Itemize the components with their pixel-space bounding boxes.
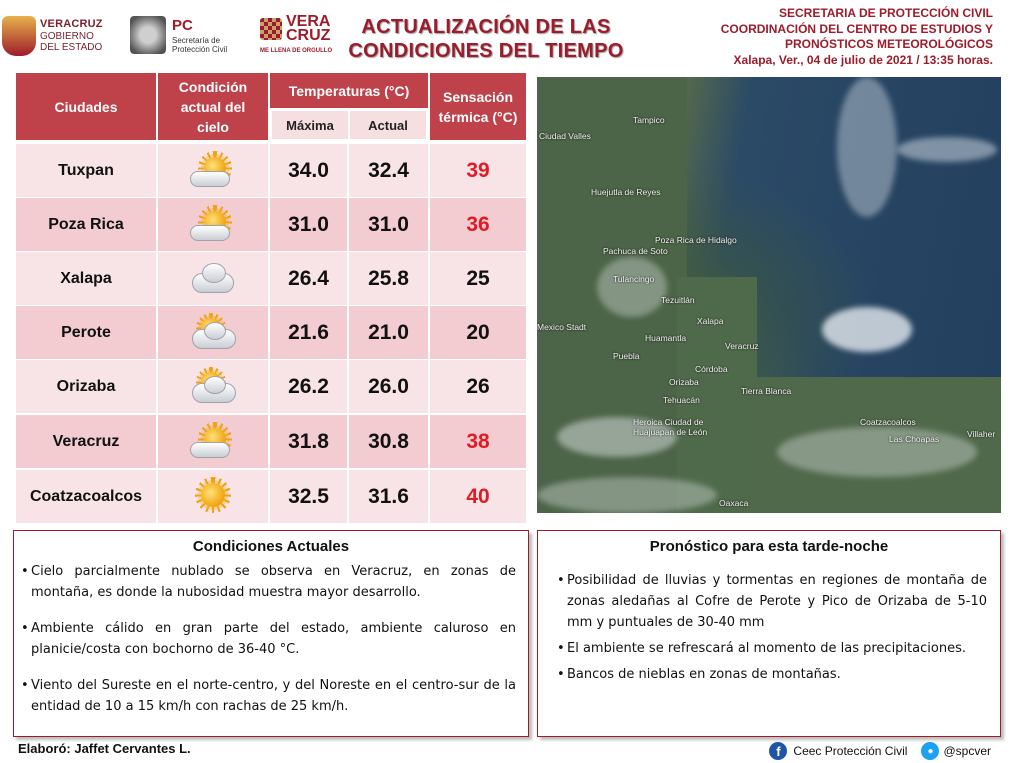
- header-city: Ciudades: [16, 73, 156, 140]
- map-label: Veracruz: [725, 341, 759, 351]
- list-item: • Posibilidad de lluvias y tormentas en regiones de montaña de zonas aledañas al Cofre de Perote y Pico de Orizaba de 5-10 mm y puntuales de 30-40 mm: [567, 570, 987, 633]
- map-label: Las Choapas: [889, 434, 940, 444]
- title-line: CONDICIONES DEL TIEMPO: [348, 40, 624, 62]
- veracruz-government-logo: [0, 12, 118, 60]
- max-temp: 31.8: [270, 415, 347, 468]
- map-label: Xalapa: [697, 316, 724, 326]
- agency-line: PRONÓSTICOS METEOROLÓGICOS: [784, 37, 993, 51]
- list-item: • El ambiente se refrescará al momento de las precipitaciones.: [567, 638, 987, 659]
- actual-temp: 31.0: [349, 198, 428, 251]
- page-title: [336, 15, 636, 63]
- max-temp: 34.0: [270, 144, 347, 197]
- max-temp: 26.2: [270, 360, 347, 413]
- feels-like-temp: 25: [430, 252, 526, 305]
- author-credit: Elaboró: Jaffet Cervantes L.: [18, 741, 191, 756]
- report-date: Xalapa, Ver., 04 de julio de 2021 / 13:35 horas.: [733, 52, 993, 67]
- map-label: Orizaba: [669, 377, 699, 387]
- map-label: Coatzacoalcos: [860, 417, 916, 427]
- actual-temp: 32.4: [349, 144, 428, 197]
- agency-info: [633, 6, 993, 68]
- header-condition: Condición actual del cielo: [158, 73, 268, 140]
- city-name: Veracruz: [16, 415, 156, 468]
- social-links: [769, 742, 991, 760]
- list-item: • Viento del Sureste en el norte-centro, y del Noreste en el centro-sur de la entidad de 10 a 15 km/h con rachas de 25 km/h.: [31, 675, 516, 717]
- map-label: Poza Rica de Hidalgo: [655, 235, 737, 245]
- facebook-link[interactable]: Ceec Protección Civil: [793, 744, 908, 758]
- max-temp: 31.0: [270, 198, 347, 251]
- actual-temp: 25.8: [349, 252, 428, 305]
- map-label: Villaher: [967, 429, 996, 439]
- header-actual: Actual: [350, 111, 426, 139]
- logo-text: ME LLENA DE ORGULLO: [260, 48, 333, 54]
- logo-text: VERACRUZ: [40, 18, 103, 30]
- map-label: Huejutla de Reyes: [591, 187, 661, 197]
- table-row: [16, 415, 526, 468]
- twitter-link[interactable]: @spcver: [943, 744, 991, 758]
- max-temp: 21.6: [270, 306, 347, 359]
- city-name: Tuxpan: [16, 144, 156, 197]
- map-label: Córdoba: [695, 364, 728, 374]
- satellite-image: [537, 77, 1001, 513]
- partly-cloudy-icon: [158, 415, 268, 468]
- map-label: Tierra Blanca: [741, 386, 792, 396]
- map-label: Tampico: [633, 115, 665, 125]
- coat-of-arms-icon: [2, 16, 36, 56]
- partly-cloudy-icon: [158, 198, 268, 251]
- feels-like-temp: 26: [430, 360, 526, 413]
- logo-text: VERA: [286, 13, 331, 30]
- logo-text: CRUZ: [286, 27, 331, 44]
- header-logos: [0, 12, 340, 60]
- table-row: [16, 198, 526, 251]
- map-label: Puebla: [613, 351, 640, 361]
- map-label: Huamantla: [645, 333, 687, 343]
- table-row: [16, 144, 526, 197]
- forecast-title: Pronóstico para esta tarde-noche: [649, 538, 889, 555]
- partly-cloudy-icon: [158, 144, 268, 197]
- map-label: Tulancingo: [613, 274, 655, 284]
- list-item: • Ambiente cálido en gran parte del estado, ambiente caluroso en planicie/costa con bochorno de 36-40 °C.: [31, 618, 516, 660]
- conditions-title: Condiciones Actuales: [192, 538, 350, 555]
- header-max: Máxima: [272, 111, 348, 139]
- map-label: Tehuacán: [663, 395, 700, 405]
- max-temp: 32.5: [270, 470, 347, 523]
- current-conditions-box: [13, 530, 529, 737]
- map-label: Mexico Stadt: [537, 322, 587, 332]
- logo-text: Secretaría de: [172, 36, 221, 45]
- city-name: Xalapa: [16, 252, 156, 305]
- feels-like-temp: 36: [430, 198, 526, 251]
- feels-like-temp: 39: [430, 144, 526, 197]
- city-name: Orizaba: [16, 360, 156, 413]
- map-label: Oaxaca: [719, 498, 749, 508]
- weather-table: [16, 73, 526, 523]
- forecast-list: [567, 570, 987, 685]
- map-label: Ciudad Valles: [539, 131, 591, 141]
- mostly-cloudy-icon: [158, 360, 268, 413]
- table-row: [16, 306, 526, 359]
- logo-text: DEL ESTADO: [40, 42, 103, 53]
- city-name: Perote: [16, 306, 156, 359]
- pattern-icon: [260, 18, 282, 40]
- actual-temp: 30.8: [349, 415, 428, 468]
- actual-temp: 31.6: [349, 470, 428, 523]
- city-name: Poza Rica: [16, 198, 156, 251]
- agency-line: COORDINACIÓN DEL CENTRO DE ESTUDIOS Y: [720, 21, 993, 36]
- actual-temp: 26.0: [349, 360, 428, 413]
- feels-like-temp: 20: [430, 306, 526, 359]
- logo-text: PC: [172, 17, 193, 34]
- list-item: • Cielo parcialmente nublado se observa en Veracruz, en zonas de montaña, es donde la nubosidad muestra mayor desarrollo.: [31, 561, 516, 603]
- conditions-list: [31, 561, 516, 717]
- table-row: [16, 360, 526, 413]
- map-label: Tezuitlán: [661, 295, 695, 305]
- civil-protection-logo: [130, 12, 250, 60]
- header-feels-like: Sensación térmica (°C): [430, 73, 526, 140]
- forecast-box: [537, 530, 1001, 737]
- mostly-cloudy-icon: [158, 306, 268, 359]
- max-temp: 26.4: [270, 252, 347, 305]
- feels-like-temp: 40: [430, 470, 526, 523]
- seal-icon: [130, 16, 166, 54]
- twitter-icon[interactable]: ●: [921, 742, 939, 760]
- sunny-icon: [158, 470, 268, 523]
- list-item: • Bancos de nieblas en zonas de montañas.: [567, 664, 987, 685]
- actual-temp: 21.0: [349, 306, 428, 359]
- veracruz-brand-logo: [260, 12, 340, 60]
- logo-text: GOBIERNO: [40, 31, 94, 42]
- table-row: [16, 252, 526, 305]
- city-name: Coatzacoalcos: [16, 470, 156, 523]
- feels-like-temp: 38: [430, 415, 526, 468]
- agency-line: SECRETARIA DE PROTECCIÓN CIVIL: [778, 6, 993, 20]
- cloudy-icon: [158, 252, 268, 305]
- header-temperatures: Temperaturas (°C): [270, 73, 428, 108]
- facebook-icon[interactable]: f: [769, 742, 787, 760]
- map-label: Pachuca de Soto: [603, 246, 668, 256]
- title-line: ACTUALIZACIÓN DE LAS: [361, 16, 611, 38]
- logo-text: Protección Civil: [172, 45, 228, 54]
- map-label: Heroica Ciudad de Huajuapan de León: [633, 417, 708, 437]
- table-row: [16, 470, 526, 523]
